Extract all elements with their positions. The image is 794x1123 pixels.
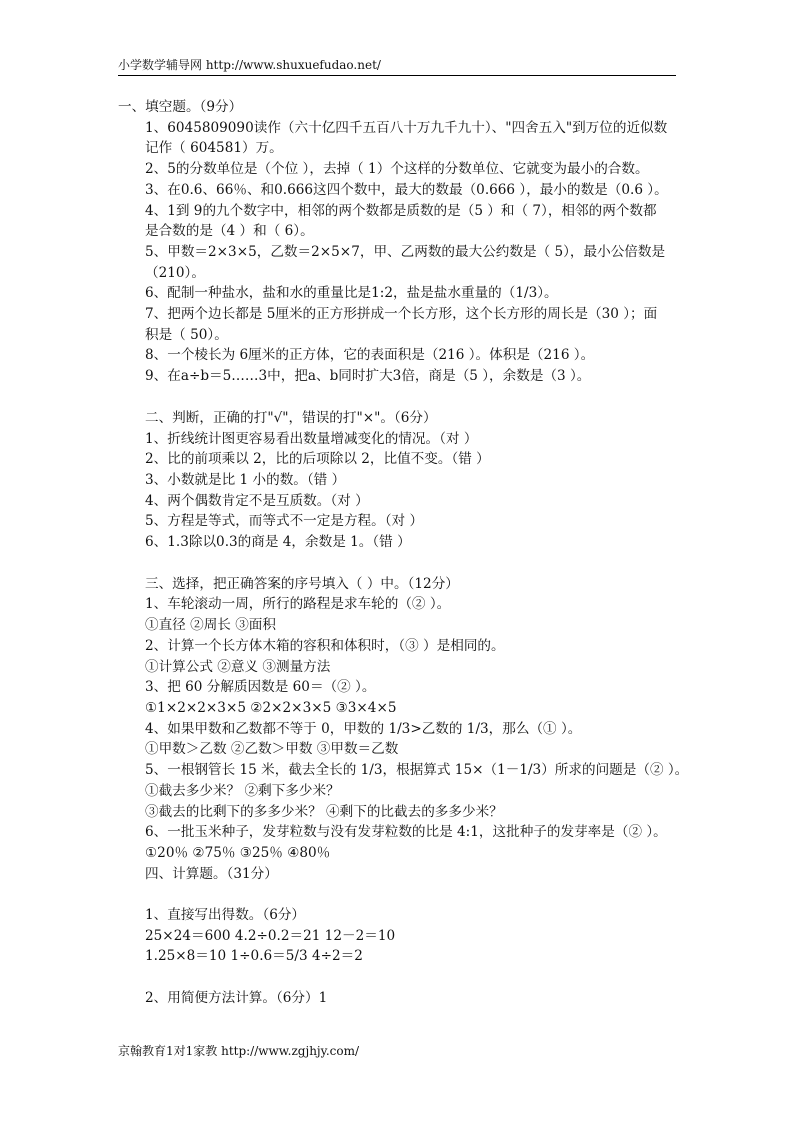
text-line: ①甲数＞乙数 ②乙数＞甲数 ③甲数＝乙数 — [145, 741, 399, 758]
text-line: ①1×2×2×3×5 ②2×2×3×5 ③3×4×5 — [145, 699, 397, 716]
section-title: 四、计算题。（31分） — [145, 865, 278, 882]
text-line: 3、把 60 分解质因数是 60＝（② ）。 — [145, 679, 376, 696]
text-line: ①计算公式 ②意义 ③测量方法 — [145, 658, 331, 675]
text-line: 记作（ 604581）万。 — [145, 140, 283, 157]
section-title: 一、填空题。（9分） — [118, 99, 243, 115]
text-line: （210）。 — [145, 264, 205, 281]
text-line: ①20％ ②75％ ③25％ ④80％ — [145, 844, 331, 861]
text-line: 1.25×8＝10 1÷0.6＝5/3 4÷2＝2 — [145, 948, 363, 965]
text-line: 8、一个棱长为 6厘米的正方体，它的表面积是（216 ）。体积是（216 ）。 — [145, 347, 595, 364]
text-line: 5、甲数＝2×3×5，乙数＝2×5×7，甲、乙两数的最大公约数是（ 5），最小公倍数是 — [145, 243, 666, 260]
text-line: 5、方程是等式，而等式不一定是方程。（对 ） — [145, 513, 424, 530]
spacer — [118, 387, 678, 408]
text-line: 是合数的是（4 ）和（ 6）。 — [145, 223, 314, 240]
text-line: ①直径 ②周长 ③面积 — [145, 617, 276, 634]
text-line: 6、1.3除以0.3的商是 4，余数是 1。（错 ） — [145, 534, 411, 551]
text-line: 3、小数就是比 1 小的数。（错 ） — [145, 471, 346, 488]
text-line: 25×24＝600 4.2÷0.2＝21 12－2＝10 — [145, 927, 396, 944]
text-line: ③截去的比剩下的多多少米？ ④剩下的比截去的多多少米？ — [145, 803, 503, 820]
text-line: 2、比的前项乘以 2，比的后项除以 2，比值不变。（错 ） — [145, 451, 490, 468]
text-line: 4、两个偶数肯定不是互质数。（对 ） — [145, 492, 369, 509]
text-line: 6、配制一种盐水，盐和水的重量比是1:2，盐是盐水重量的（1/3）。 — [145, 285, 558, 302]
page-footer: 京翰教育1对1家教 http://www.zgjhjy.com/ — [118, 1044, 360, 1058]
section-title: 二、判断，正确的打"√"，错误的打"×"。（6分） — [145, 409, 437, 426]
text-line: ①截去多少米？ ②剩下多少米？ — [145, 782, 340, 799]
text-line: 1、车轮滚动一周，所行的路程是求车轮的（② ）。 — [145, 596, 451, 613]
text-line: 1、直接写出得数。（6分） — [145, 907, 306, 924]
text-line: 5、一根钢管长 15 米，截去全长的 1/3，根据算式 15×（1－1/3）所求的问题是（② ）。 — [145, 762, 689, 779]
text-line: 7、把两个边长都是 5厘米的正方形拼成一个长方形，这个长方形的周长是（30 ）；面 — [145, 306, 658, 323]
text-line: 2、5的分数单位是（个位 ），去掉（ 1）个这样的分数单位、它就变为最小的合数。 — [145, 161, 649, 178]
document-body — [118, 97, 689, 1009]
spacer — [118, 553, 678, 574]
text-line: 2、用简便方法计算。（6分）1 — [145, 989, 328, 1006]
text-line: 9、在a÷b＝5……3中，把a、b同时扩大3倍，商是（5 ），余数是（3 ）。 — [145, 368, 591, 385]
text-line: 2、计算一个长方体木箱的容积和体积时，（③ ）是相同的。 — [145, 637, 505, 654]
text-line: 1、折线统计图更容易看出数量增减变化的情况。（对 ） — [145, 430, 478, 447]
text-line: 4、1到 9的九个数字中，相邻的两个数都是质数的是（5 ）和（ 7），相邻的两个数都 — [145, 202, 657, 219]
text-line — [118, 967, 678, 988]
text-line: 4、如果甲数和乙数都不等于 0，甲数的 1/3>乙数的 1/3，那么（① ）。 — [145, 720, 582, 737]
text-line: 3、在0.6、66％、和0.666这四个数中，最大的数最（0.666 ），最小的数是（0.6 ）。 — [145, 181, 668, 198]
text-line — [118, 884, 678, 905]
text-line: 积是（ 50）。 — [145, 326, 228, 343]
section-title: 三、选择，把正确答案的序号填入（ ）中。（12分） — [145, 575, 459, 592]
page-header: 小学数学辅导网 http://www.shuxuefudao.net/ — [118, 57, 676, 76]
text-line: 1、6045809090读作（六十亿四千五百八十万九千九十）、"四舍五入"到万位的近似数 — [145, 119, 668, 136]
text-line: 6、一批玉米种子，发芽粒数与没有发芽粒数的比是 4:1，这批种子的发芽率是（② ）。 — [145, 824, 667, 841]
